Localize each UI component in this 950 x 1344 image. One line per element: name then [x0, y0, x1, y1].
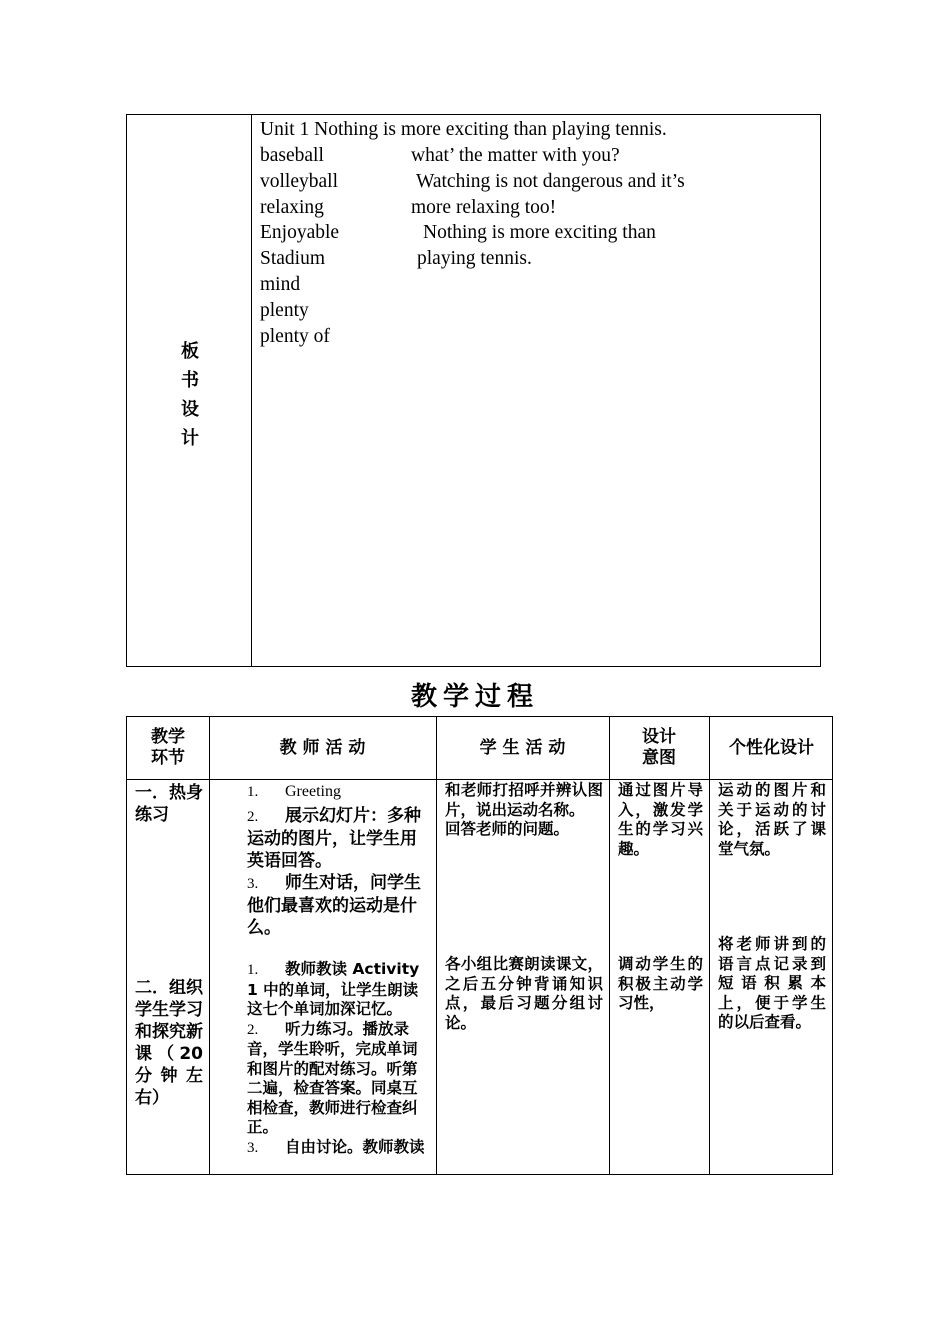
row2-personalized-design: 将老师讲到的语言点记录到短语积累本上，便于学生的以后查看。 [718, 935, 826, 1031]
board-word: relaxing [260, 197, 324, 218]
header-design-intent [609, 717, 709, 779]
board-sentence: Watching is not dangerous and it’s [416, 171, 685, 192]
board-label-char: 设 [181, 399, 199, 420]
teaching-process-table [126, 716, 833, 1175]
board-label-char: 计 [181, 428, 199, 449]
header-stage-line: 教学 [151, 727, 185, 747]
row2-student-activity: 各小组比赛朗读课文，之后五分钟背诵知识点，最后习题分组讨论。 [445, 955, 603, 1032]
teacher-item: 2. 展示幻灯片：多种运动的图片，让学生用英语回答。 [247, 805, 421, 871]
row1-design-intent: 通过图片导入，激发学生的学习兴趣。 [618, 781, 703, 858]
board-sentence: playing tennis. [417, 248, 532, 269]
board-word: mind [260, 274, 301, 295]
row1-teacher-activity [247, 782, 429, 939]
board-design-content [260, 115, 820, 666]
row2-design-intent: 调动学生的积极主动学习性， [618, 955, 703, 1012]
header-personalized-design: 个性化设计 [729, 737, 814, 758]
board-sentence: what’ the matter with you? [411, 145, 620, 166]
table-column-divider [609, 717, 610, 1174]
header-stage-line: 环节 [151, 748, 185, 768]
header-teacher-activity: 教 师 活 动 [279, 737, 366, 758]
header-intent-line: 设计 [642, 727, 676, 747]
row1-stage: 一．热身练习 [135, 783, 203, 825]
header-student-activity: 学 生 活 动 [479, 737, 566, 758]
teacher-item: 3. 自由讨论。教师教读 [247, 1137, 425, 1156]
teacher-item: 2. 听力练习。播放录音，学生聆听，完成单词和图片的配对练习。听第二遍，检查答案。同桌互相检查，教师进行检查纠正。 [247, 1019, 418, 1136]
board-sentence: Nothing is more exciting than [423, 222, 656, 243]
board-word: plenty of [260, 326, 330, 347]
row1-personalized-design: 运动的图片和关于运动的讨论，活跃了课堂气氛。 [718, 781, 826, 858]
student-activity-line: 和老师打招呼并辨认图片，说出运动名称。 [445, 781, 603, 819]
teaching-process-title: 教学过程 [410, 682, 539, 712]
row2-teacher-activity [247, 960, 429, 1158]
table-header-divider [127, 779, 832, 780]
board-word: plenty [260, 300, 309, 321]
table-column-divider [209, 717, 210, 1174]
header-stage [127, 717, 209, 779]
board-word: Stadium [260, 248, 326, 269]
teacher-item: 1. Greeting [247, 783, 341, 800]
board-label-char: 板 [181, 341, 199, 362]
row2-stage: 二．组织学生学习和探究新课（20分钟左右） [135, 978, 203, 1108]
table-column-divider [709, 717, 710, 1174]
row1-student-activity [445, 781, 603, 840]
teacher-item: 3. 师生对话，问学生他们最喜欢的运动是什么。 [247, 872, 421, 938]
board-design-box [126, 114, 821, 667]
board-design-label-column [127, 115, 252, 666]
board-word: volleyball [260, 171, 338, 192]
teacher-item: 1. 教师教读 Activity 1 中的单词，让学生朗读这七个单词加深记忆。 [247, 960, 420, 1018]
board-sentence: more relaxing too! [411, 197, 557, 218]
board-label-char: 书 [181, 370, 199, 391]
header-intent-line: 意图 [642, 748, 676, 768]
board-title: Unit 1 Nothing is more exciting than playing tennis. [260, 119, 667, 140]
student-activity-line: 回答老师的问题。 [445, 820, 570, 838]
board-word: Enjoyable [260, 222, 340, 243]
board-word: baseball [260, 145, 324, 166]
table-column-divider [436, 717, 437, 1174]
